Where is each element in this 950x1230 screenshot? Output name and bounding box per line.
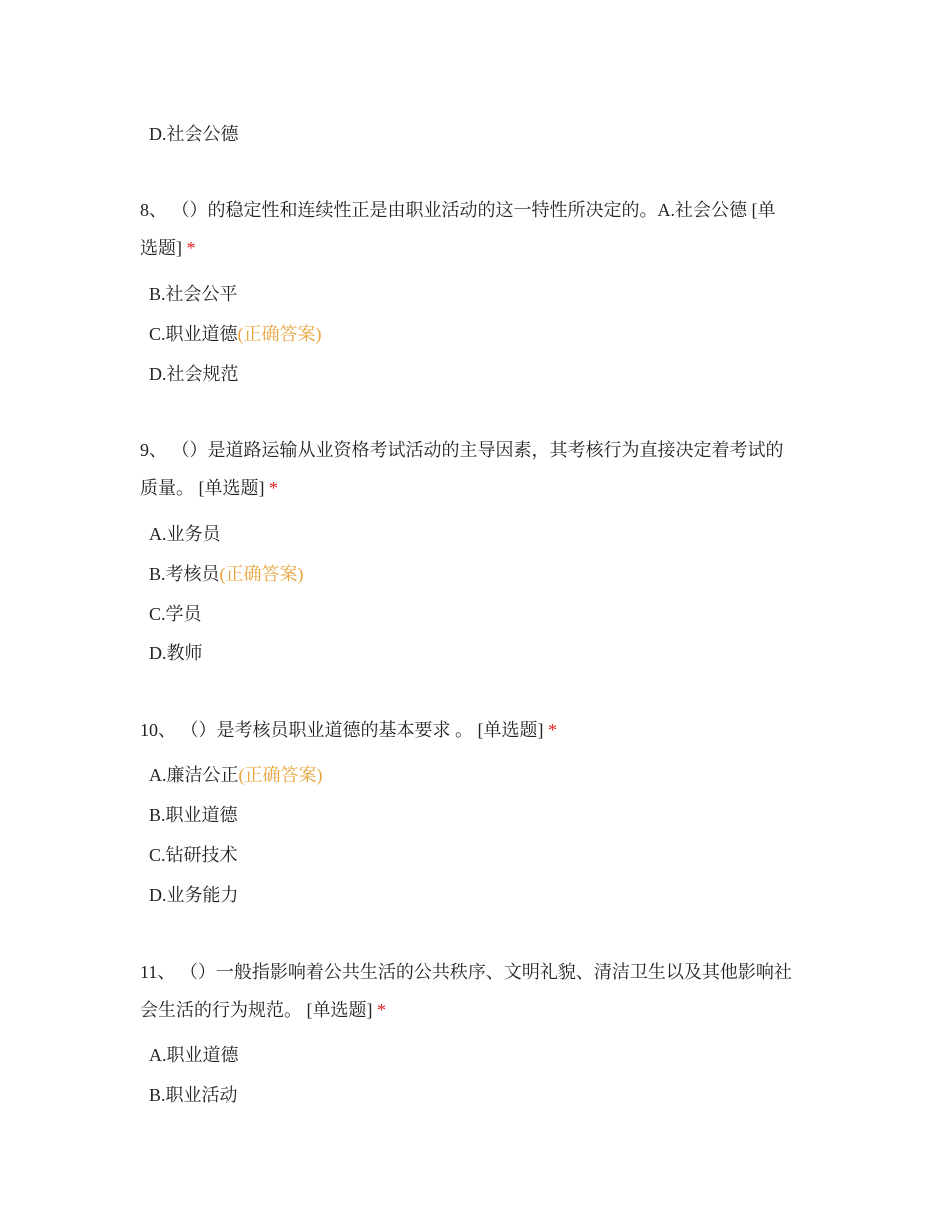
- q10-option-b: [149, 803, 238, 827]
- q10-option-c: [149, 843, 238, 867]
- option-label: C.职业道德: [149, 324, 238, 344]
- q9-title-line2: [140, 476, 278, 500]
- option-label: A.廉洁公正: [149, 765, 239, 785]
- q9-option-d: [149, 641, 203, 665]
- correct-answer-tag: (正确答案): [237, 324, 322, 344]
- q8-title-line1: [140, 198, 776, 222]
- option-label: A.职业道德: [149, 1045, 239, 1065]
- q8-title-line2: [140, 236, 196, 260]
- question-text: 会生活的行为规范。 [单选题]: [140, 1000, 373, 1020]
- q10-option-a: [149, 763, 323, 787]
- q8-option-b: [149, 282, 238, 306]
- question-text: 10、 （）是考核员职业道德的基本要求 。 [单选题]: [140, 720, 544, 740]
- option-label: A.业务员: [149, 524, 221, 544]
- q11-title-line1: [140, 960, 792, 984]
- option-label: D.社会规范: [149, 364, 239, 384]
- correct-answer-tag: (正确答案): [219, 564, 304, 584]
- option-label: D.教师: [149, 643, 203, 663]
- required-mark: *: [548, 720, 557, 740]
- q9-option-b: [149, 562, 304, 586]
- option-label: B.社会公平: [149, 284, 238, 304]
- q11-title-line2: [140, 998, 386, 1022]
- q10-title-line1: [140, 718, 557, 742]
- q9-title-line1: [140, 438, 784, 462]
- option-label: C.钻研技术: [149, 845, 238, 865]
- q11-option-a: [149, 1043, 239, 1067]
- question-text: 11、 （）一般指影响着公共生活的公共秩序、文明礼貌、清洁卫生以及其他影响社: [140, 962, 792, 982]
- q8-option-d: [149, 362, 239, 386]
- option-label: B.职业活动: [149, 1085, 238, 1105]
- required-mark: *: [377, 1000, 386, 1020]
- q9-option-c: [149, 602, 202, 626]
- question-text: 9、 （）是道路运输从业资格考试活动的主导因素，其考核行为直接决定着考试的: [140, 440, 784, 460]
- q10-option-d: [149, 883, 239, 907]
- q9-option-a: [149, 522, 221, 546]
- question-text: 质量。 [单选题]: [140, 478, 265, 498]
- required-mark: *: [186, 238, 196, 258]
- option-label: B.考核员: [149, 564, 220, 584]
- option-label: B.职业道德: [149, 805, 238, 825]
- option-label: D.社会公德: [149, 124, 239, 144]
- question-text: 8、 （）的稳定性和连续性正是由职业活动的这一特性所决定的。A.社会公德 [单: [140, 200, 776, 220]
- q8-option-c: [149, 322, 322, 346]
- option-label: C.学员: [149, 604, 202, 624]
- q11-option-b: [149, 1083, 238, 1107]
- q7-option-d: [149, 122, 239, 146]
- question-text: 选题]: [140, 238, 182, 258]
- correct-answer-tag: (正确答案): [238, 765, 323, 785]
- option-label: D.业务能力: [149, 885, 239, 905]
- required-mark: *: [269, 478, 278, 498]
